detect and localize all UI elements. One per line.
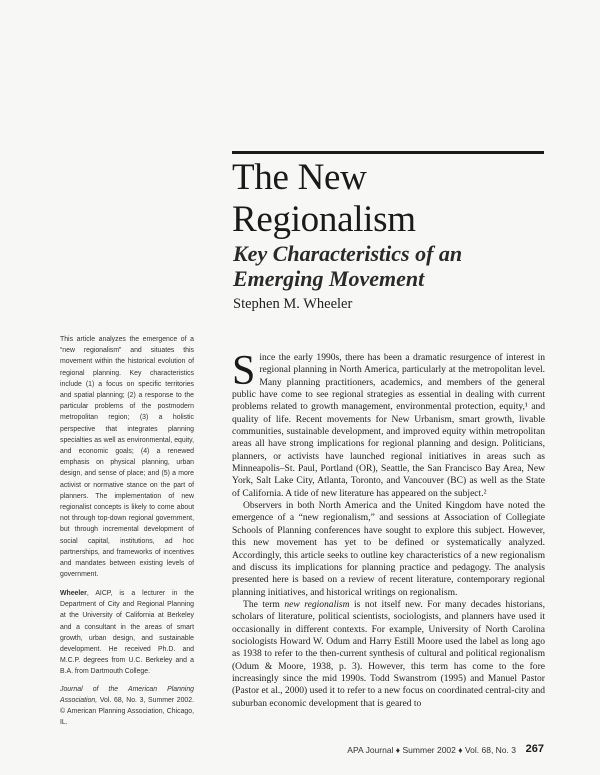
author-name: Stephen M. Wheeler	[233, 296, 353, 312]
drop-cap: S	[232, 348, 256, 394]
body-paragraph-2: Observers in both North America and the United Kingdom have noted the emergence of a “new regionalism,” and sessions at Association of Collegiate Schools of Planning conferences have sought to explore this subject. However, this new movement has yet to be defined or systematically analyzed. Accordingly, this article seeks to outline key characteristics of a new regionalism and discuss its implications for planning practice and pedagogy. The analysis presented here is based on a review of recent literature, contemporary regional planning initiatives, and historical writings on regionalism.	[232, 500, 545, 598]
abstract-text: This article analyzes the emergence of a “new regionalism” and situates this movement within the historical evolution of regional planning. Key characteristics include (1) a focus on specific territories and spatial planning; (2) a response to the particular problems of the postmodern metropolitan region; (3) a holistic perspective that integrates planning specialties as well as environmental, equity, and economic goals; (4) a renewed emphasis on physical planning, urban design, and sense of place; and (5) a more activist or normative stance on the part of planners. The implementation of new regionalist concepts is likely to come about not through top-down regional government, but through incremental development of social capital, institutions, ad hoc partnerships, and frameworks of incentives and mandates between existing levels of government.	[60, 336, 194, 579]
author-bio	[60, 588, 194, 734]
page-number: 267	[525, 743, 544, 755]
article-body	[232, 348, 545, 710]
article-title-line-2: Regionalism	[232, 199, 416, 240]
body-paragraph-3: The term new regionalism is not itself new. For many decades historians, scholars of literature, political scientists, sociologists, and planners have used it occasionally in different contexts. For example, University of North Carolina sociologists Howard W. Odum and Harry Estill Moore used the label as long ago as 1938 to refer to the then-current synthesis of cultural and political regionalism (Odum & Moore, 1938, p. 3). However, this term has come to the fore increasingly since the mid 1990s. Todd Swanstrom (1995) and Manuel Pastor (Pastor et al., 2000) used it to refer to a new focus on coordinated central-city and suburban economic development that is geared to	[232, 598, 545, 709]
article-subtitle-line-1: Key Characteristics of an	[233, 241, 463, 266]
body-paragraph-1-text: ince the early 1990s, there has been a dramatic resurgence of interest in regional planning in North America, particularly at the metropolitan level. Many planning practitioners, academics, and members of the general public have come to see regional strategies as essential in dealing with current problems related to growth management, environmental protection, equity,¹ and quality of life. Recent movements for New Urbanism, smart growth, livable communities, sustainable development, and improved equity within metropolitan areas all have strong implications for regional planning and design. Politicians, planners, or activists have launched regional initiatives in areas such as Minneapolis–St. Paul, Portland (OR), Seattle, the San Francisco Bay Area, New York, Salt Lake City, Atlanta, Toronto, and Vancouver (BC) as well as the State of California. A tide of new literature has appeared on the subject.²	[232, 352, 545, 499]
page-footer	[0, 743, 600, 759]
abstract-sidebar	[60, 334, 194, 586]
footer-journal-info: APA Journal ♦ Summer 2002 ♦ Vol. 68, No. 3	[347, 745, 516, 755]
article-title-line-1: The New	[232, 157, 367, 198]
body-paragraph-1	[232, 348, 545, 500]
title-rule	[232, 151, 544, 154]
author-bio-name: Wheeler	[60, 590, 87, 597]
citation-journal: Journal of the American Planning Association,	[60, 685, 194, 704]
author-bio-text: , AICP, is a lecturer in the Department of City and Regional Planning at the University of California at Berkeley and a consultant in the areas of smart growth, urban design, and sustainable development. He received Ph.D. and M.C.P. degrees from U.C. Berkeley and a B.A. from Dartmouth College.	[60, 590, 194, 676]
citation-details: Vol. 68, No. 3, Summer 2002. © American Planning Association, Chicago, IL.	[60, 696, 194, 727]
article-subtitle-line-2: Emerging Movement	[233, 266, 425, 291]
term-new-regionalism: new regionalism	[284, 598, 350, 610]
